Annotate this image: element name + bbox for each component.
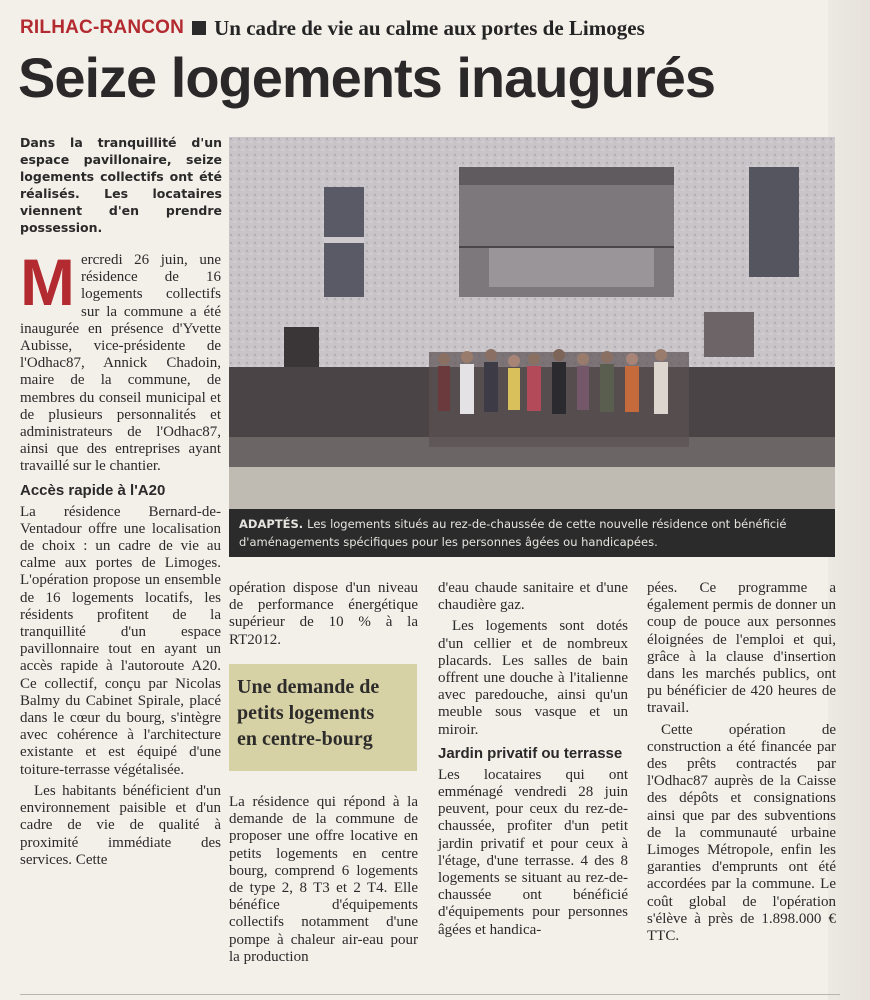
section-label: RILHAC-RANCON [20, 17, 185, 38]
people-group [429, 349, 689, 447]
photo-caption [229, 509, 835, 557]
column-4 [647, 580, 836, 949]
column-1 [20, 245, 221, 873]
subhead-a20: Accès rapide à l'A20 [20, 481, 166, 499]
paragraph-locataires: Les locataires qui ont emménagé vendredi 28 juin peuvent, pour ceux du rez-de-chaussée, profiter d'un petit jardin privatif et pour ceux à l'étage, d'une terrasse. 4 des 8 logements se situant au rez-de-chaussée ont bénéficié d'équipements pour personnes âgées et handica- [438, 766, 628, 938]
article-kicker [20, 14, 850, 42]
paragraph-habitants: Les habitants bénéficient d'un environnement paisible et d'un cadre de vie de qualité à proximité immédiate des services. Cette [20, 782, 221, 868]
paragraph-demande: La résidence qui répond à la demande de la commune de proposer une offre locative en petits logements en centre bourg, comprend 6 logements de type 2, 8 T3 et 2 T4. Elle bénéfice d'équipements collectifs notamment d'une pompe à chaleur air-eau pour la production [229, 794, 418, 965]
paragraph-residence: La résidence Bernard-de-Ventadour offre une localisation de choix : un cadre de vie au calme aux portes de Limoges. L'opération propose un ensemble de 16 logements locatifs, les résidents profitent de la tranquillité d'un espace pavillonnaire tout en ayant un accès rapide à l'autoroute A20. Ce collectif, conçu par Nicolas Balmy du Cabinet Spirale, placé dans le cœur du bourg, s'intègre avec cohérence à l'architecture existante et est équipé d'une toiture-terrasse végétalisée. [20, 503, 221, 778]
separator-square-icon [192, 21, 206, 35]
pull-quote-box [229, 664, 417, 771]
pull-quote-line-2: petits logements [237, 702, 375, 724]
drop-cap: M [20, 245, 75, 319]
paragraph-performance: opération dispose d'un niveau de performance énergétique supérieur de 10 % à la RT2012. [229, 580, 418, 648]
paragraph-logements: Les logements sont dotés d'un cellier et de nombreux placards. Les salles de bain offrent une douche à l'italienne avec paredouche, ainsi qu'un meuble sous vasque et un miroir. [438, 618, 628, 738]
pull-quote-line-1: Une demande de [237, 676, 380, 698]
caption-text: Les logements situés au rez-de-chaussée de cette nouvelle résidence ont bénéficié d'aménagements spécifiques pour les personnes âgées ou handicapées. [239, 517, 787, 549]
paragraph-financement: Cette opération de construction a été financée par des prêts contractés par l'Odhac87 auprès de la Caisse des dépôts et consignations ainsi que par des subventions de la communauté urbaine Limoges Métropole, enfin les garanties d'emprunts ont été accordées par la commune. Le coût global de l'opération s'élève à près de 1.898.000 € TTC. [647, 721, 836, 945]
subhead-jardin: Jardin privatif ou terrasse [438, 744, 623, 762]
article-deck: Un cadre de vie au calme aux portes de Limoges [214, 15, 645, 40]
bottom-rule [20, 994, 840, 995]
caption-label: ADAPTÉS. [239, 517, 304, 531]
paragraph-intro [20, 245, 221, 476]
residence-photo-illustration [229, 137, 835, 509]
article-photo [229, 137, 835, 509]
column-2 [229, 580, 418, 653]
column-2-continued [229, 794, 418, 970]
article-headline: Seize logements inaugurés [18, 46, 715, 109]
column-3 [438, 580, 628, 943]
pull-quote-line-3: en centre-bourg [237, 728, 373, 750]
article-lead: Dans la tranquillité d'un espace pavillonaire, seize logements collectifs ont été réalisés. Les locataires viennent d'en prendre possession. [20, 135, 222, 235]
intro-text: ercredi 26 juin, une résidence de 16 logements collectifs sur la commune a été inaugurée en présence d'Yvette Aubisse, vice-présidente de l'Odhac87, Annick Chadoin, maire de la commune, de membres du conseil municipal et de plusieurs personnalités et administrateurs de l'Odhac87, ainsi que des entreprises ayant travaillé sur le chantier. [20, 252, 221, 475]
paragraph-programme: pées. Ce programme a également permis de donner un coup de pouce aux personnes éloignées de l'emploi et qui, grâce à la clause d'insertion dans les marchés publics, ont pu bénéficier de 420 heures de travail. [647, 580, 836, 717]
paragraph-eau-chaude: d'eau chaude sanitaire et d'une chaudière gaz. [438, 580, 628, 614]
